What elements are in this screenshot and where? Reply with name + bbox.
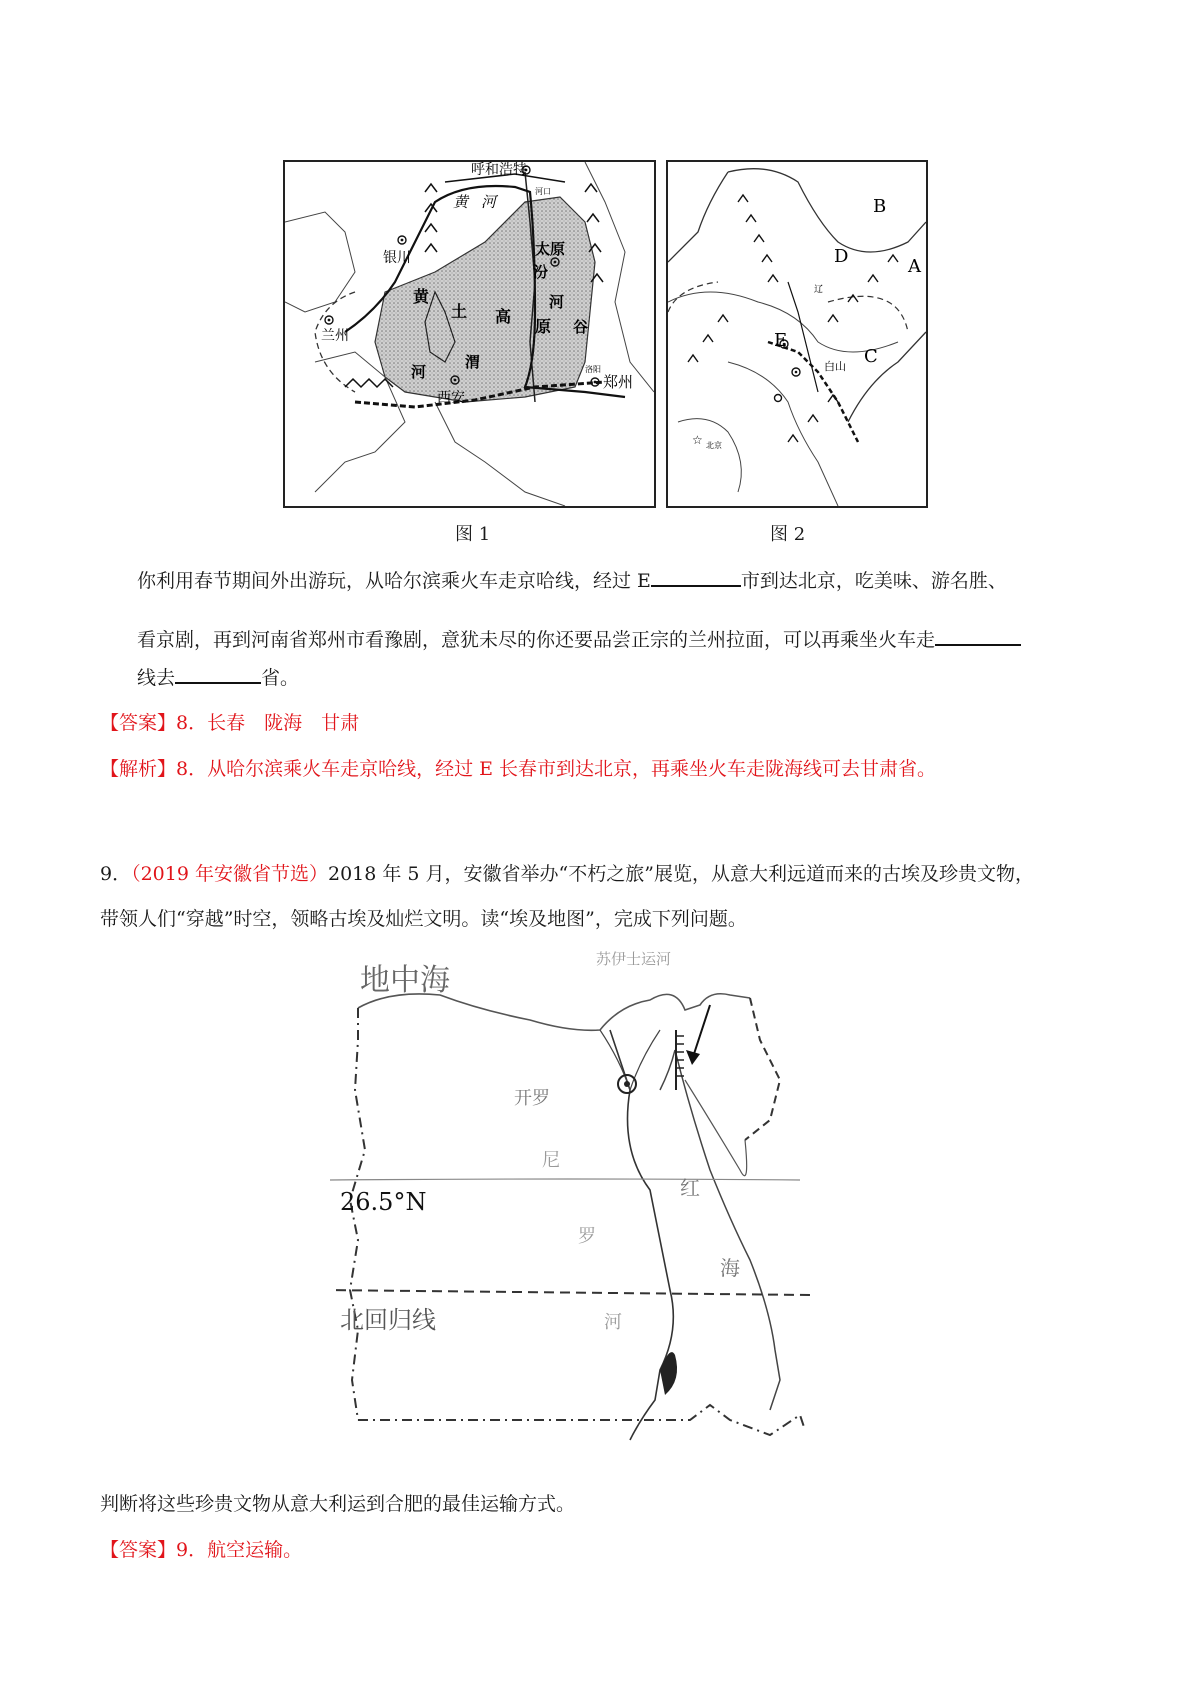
q9-source: （2019 年安徽省节选） (131, 863, 328, 885)
figure-1-caption: 图 1 (455, 524, 491, 545)
label-yinchuan: 银川 (383, 250, 411, 266)
egypt-map (330, 950, 890, 1450)
q9-question-text: 判断将这些珍贵文物从意大利运到合肥的最佳运输方式。 (100, 1493, 576, 1515)
label-taiyuan: 太原 (535, 240, 566, 258)
label-B: B (873, 196, 887, 217)
q9-answer-tag: 【答案】 (100, 1539, 177, 1561)
lat-26-5-line (330, 1179, 800, 1180)
tropic-line (330, 1290, 810, 1295)
lake-nasser (660, 1352, 677, 1395)
label-yuan: 原 (535, 317, 552, 336)
q8-text-1b: 市到达北京，吃美味、游名胜、 (740, 570, 1007, 592)
label-E: E (774, 330, 788, 351)
egypt-map-svg (330, 950, 890, 1450)
q8-answer (100, 709, 359, 737)
loess-plateau-map (285, 162, 654, 506)
red-sea-coast (660, 1050, 780, 1410)
q9-text-2: 带领人们“穿越”时空，领略古埃及灿烂文明。读“埃及地图”，完成下列问题。 (100, 908, 747, 930)
q9-answer (100, 1536, 302, 1564)
q8-text-2a: 看京剧，再到河南省郑州市看豫剧，意犹未尽的你还要品尝正宗的兰州拉面，可以再乘坐火车走 (137, 629, 936, 651)
label-cairo: 开罗 (514, 1088, 550, 1109)
label-huanghe-2: 河 (481, 193, 497, 211)
q9-question (100, 1490, 575, 1518)
coastline (358, 994, 750, 1031)
q9-line-2 (100, 905, 747, 933)
label-zhengzhou: 郑州 (603, 373, 634, 391)
label-fen: 汾 (533, 263, 549, 281)
label-baishan: 白山 (824, 360, 846, 373)
q8-text-3b: 省。 (261, 667, 300, 689)
q8-text-3a: 线去 (137, 667, 176, 689)
q8-answer-tag: 【答案】 (100, 712, 177, 734)
q8-analysis-tag: 【解析】 (100, 758, 177, 780)
label-D: D (834, 246, 849, 267)
label-A: A (908, 256, 921, 277)
label-red-2: 海 (720, 1256, 740, 1280)
label-nile-2: 罗 (578, 1226, 596, 1247)
label-huang: 黄 (413, 287, 430, 306)
label-hekou: 河口 (535, 187, 551, 196)
label-he-2: 河 (549, 293, 565, 311)
svg-text:☆: ☆ (692, 433, 703, 447)
q8-blank-2[interactable] (935, 626, 1021, 646)
southern-border (358, 1405, 805, 1435)
q8-line-2 (137, 626, 1021, 654)
q8-analysis (100, 755, 936, 783)
label-river: 辽 (814, 285, 824, 295)
q8-blank-1[interactable] (651, 567, 741, 587)
label-gu: 谷 (573, 318, 589, 336)
q9-answer-text: 9．航空运输。 (176, 1539, 303, 1561)
northeast-china-map (668, 162, 926, 506)
q8-line-3 (137, 664, 299, 692)
q8-analysis-text: 8．从哈尔滨乘火车走京哈线，经过 E 长春市到达北京，再乘坐火车走陇海线可去甘肃省。 (176, 758, 937, 780)
label-lanzhou: 兰州 (321, 328, 349, 344)
label-tu: 土 (451, 302, 468, 321)
q9-line-1 (100, 860, 1034, 888)
label-hohhot: 呼和浩特 (471, 162, 527, 178)
q8-blank-3[interactable] (175, 664, 261, 684)
q9-text-1: 2018 年 5 月，安徽省举办“不朽之旅”展览，从意大利远道而来的古埃及珍贵文物， (328, 863, 1034, 885)
label-tropic: 北回归线 (340, 1306, 436, 1334)
figure-1-map (283, 160, 656, 508)
q8-line-1 (137, 567, 1007, 595)
label-suez: 苏伊士运河 (596, 950, 672, 968)
label-gao: 高 (495, 307, 512, 326)
label-xian: 西安 (437, 390, 465, 406)
q9-number: 9． (100, 863, 132, 885)
label-huanghe-1: 黄 (453, 193, 469, 211)
label-he-3: 河 (411, 363, 427, 381)
label-nile-1: 尼 (542, 1150, 560, 1171)
q8-answer-text: 8．长春 陇海 甘肃 (176, 712, 360, 734)
figure-2-map (666, 160, 928, 508)
label-small-city: 洛阳 (585, 365, 601, 374)
label-beijing: 北京 (706, 441, 722, 450)
label-wei: 渭 (465, 353, 481, 371)
label-nile-3: 河 (604, 1312, 622, 1333)
label-C: C (864, 346, 878, 367)
label-mediterranean: 地中海 (360, 963, 450, 998)
q8-text-1a: 你利用春节期间外出游玩，从哈尔滨乘火车走京哈线，经过 E (137, 570, 651, 592)
label-latitude: 26.5°N (340, 1188, 427, 1216)
label-red-1: 红 (680, 1176, 700, 1200)
figure-2-caption: 图 2 (770, 524, 806, 545)
